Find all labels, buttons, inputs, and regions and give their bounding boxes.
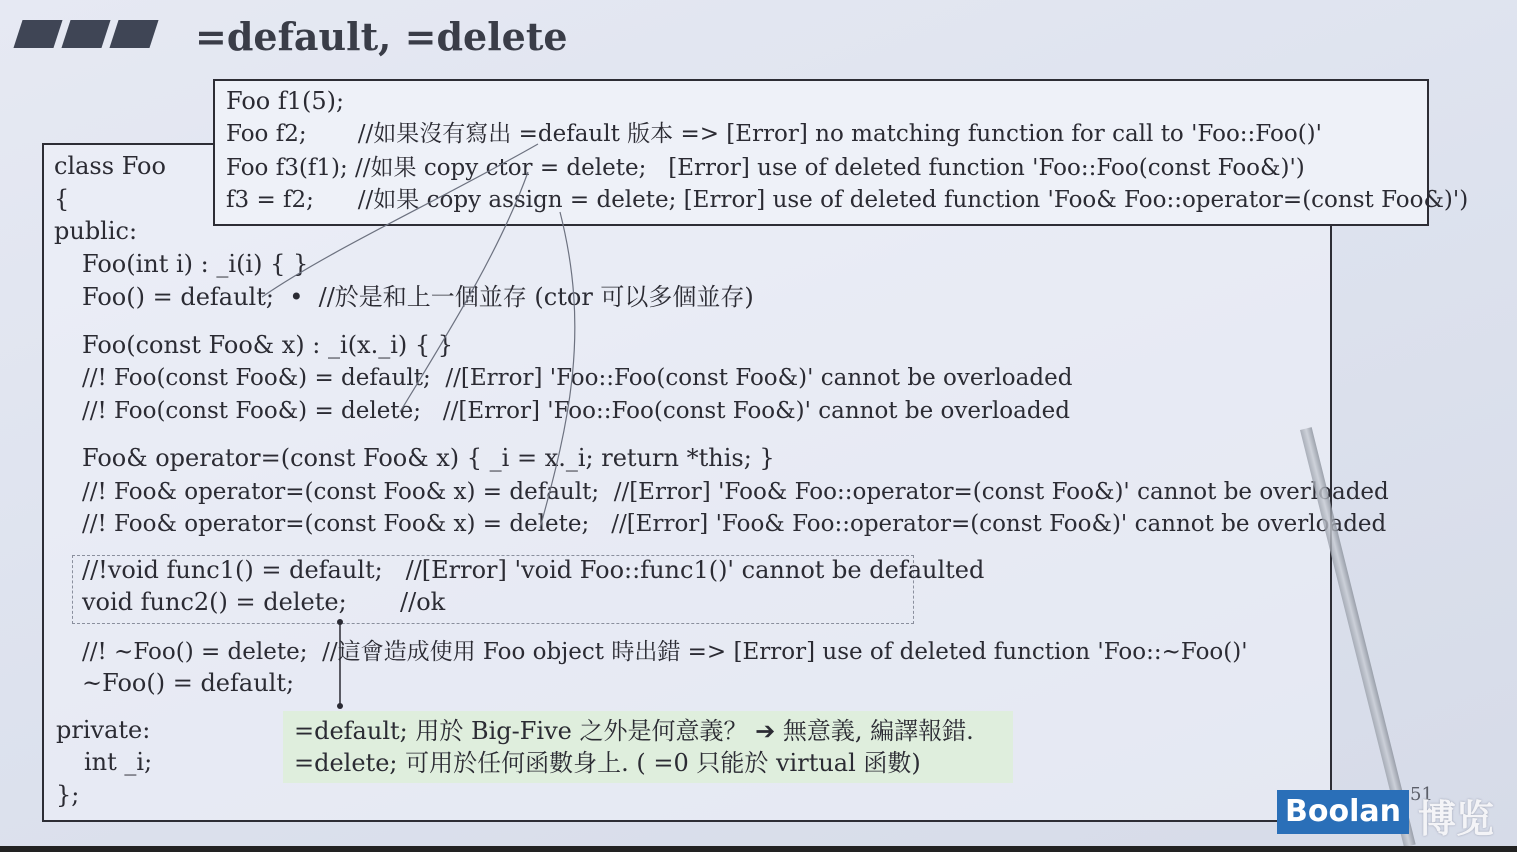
destructor-delete-line: //! ~Foo() = delete; //這會造成使用 Foo object 時出錯 => [Error] use of deleted function 'Foo::~Foo()' (82, 639, 1248, 665)
usage-line-assign: f3 = f2; //如果 copy assign = delete; [Error] use of deleted function 'Foo& Foo::operator=(const Foo&)') (226, 187, 1469, 213)
member-variable: int _i; (84, 748, 153, 776)
default-constructor: Foo() = default; • //於是和上一個並存 (ctor 可以多個並存) (82, 283, 754, 311)
copy-constructor-default-line: //! Foo(const Foo&) = default; //[Error] 'Foo::Foo(const Foo&)' cannot be overloaded (82, 365, 1073, 391)
private-label: private: (56, 716, 151, 744)
func1-line: //!void func1() = default; //[Error] 'void Foo::func1()' cannot be defaulted (82, 556, 985, 584)
default-constructor-comment: //於是和上一個並存 (ctor 可以多個並存) (318, 283, 754, 311)
default-constructor-code: Foo() = default; (82, 283, 274, 311)
usage-line-f2: Foo f2; //如果沒有寫出 =default 版本 => [Error] no matching function for call to 'Foo::Foo()' (226, 121, 1322, 147)
bottom-edge (0, 846, 1517, 852)
boolan-logo: Boolan (1277, 790, 1409, 834)
close-brace: }; (56, 781, 80, 809)
boolan-logo-chinese: 博览 (1418, 797, 1495, 841)
title-decoration-bars (12, 20, 162, 50)
copy-assignment: Foo& operator=(const Foo& x) { _i = x._i; return *this; } (82, 444, 775, 472)
open-brace: { (54, 185, 70, 213)
slide-title: =default, =delete (195, 14, 568, 59)
copy-assignment-default-line: //! Foo& operator=(const Foo& x) = default; //[Error] 'Foo& Foo::operator=(const Foo&)' cannot be overloaded (82, 479, 1389, 505)
copy-assignment-delete-line: //! Foo& operator=(const Foo& x) = delete; //[Error] 'Foo& Foo::operator=(const Foo&)' cannot be overloaded (82, 511, 1387, 537)
public-label: public: (54, 217, 138, 245)
note-line-default: =default; 用於 Big-Five 之外是何意義？ ➔ 無意義, 編譯報錯. (294, 717, 974, 745)
usage-line-f3: Foo f3(f1); //如果 copy ctor = delete; [Error] use of deleted function 'Foo::Foo(const Foo&)') (226, 155, 1305, 181)
usage-line-f1: Foo f1(5); (226, 87, 345, 115)
page-number: 51 (1410, 784, 1433, 805)
copy-constructor: Foo(const Foo& x) : _i(x._i) { } (82, 331, 454, 359)
decoration-bar (61, 20, 110, 48)
destructor-default-line: ~Foo() = default; (82, 669, 295, 697)
decoration-bar (109, 20, 158, 48)
note-line-delete: =delete; 可用於任何函數身上. ( =0 只能於 virtual 函數) (294, 749, 921, 777)
decoration-bar (13, 20, 62, 48)
class-declaration: class Foo (54, 152, 166, 180)
func2-line: void func2() = delete; //ok (82, 588, 446, 616)
copy-constructor-delete-line: //! Foo(const Foo&) = delete; //[Error] 'Foo::Foo(const Foo&)' cannot be overloaded (82, 398, 1070, 424)
int-constructor: Foo(int i) : _i(i) { } (82, 250, 309, 278)
